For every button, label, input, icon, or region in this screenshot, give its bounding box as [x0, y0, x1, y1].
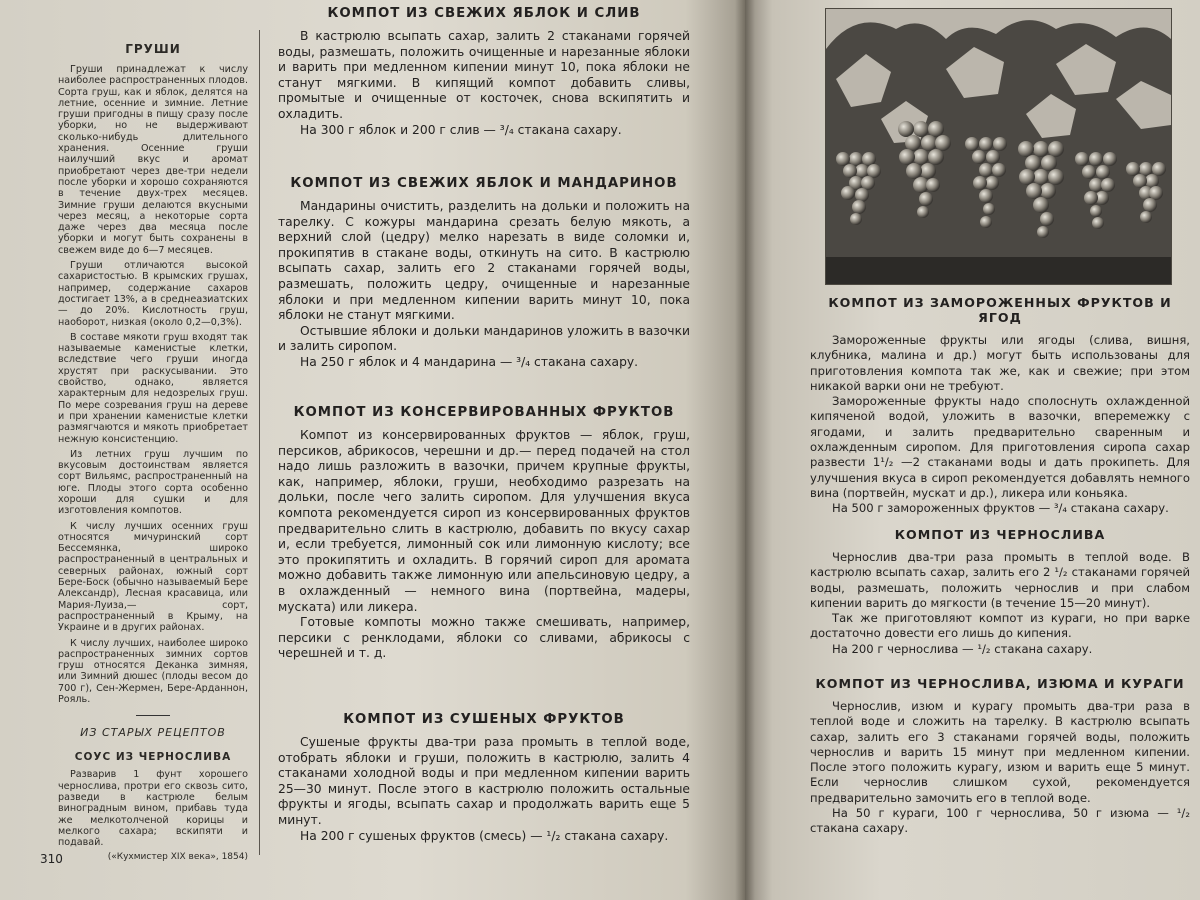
recipe-prunes-raisins-apricots	[810, 676, 1190, 837]
sidebar-paragraph: Из летних груш лучшим по вкусовым достоинствам является сорт Вильямс, распространенный на юге. Плоды этого сорта особенно хороши для сушки и для изготовления компотов.	[58, 448, 248, 517]
sidebar-paragraph: К числу лучших, наиболее широко распространенных зимних сортов груш относятся Деканка зимняя, или Зимний дюшес (плоды весом до 700 г), Сен-Жермен, Бере-Арданнон, Рояль.	[58, 637, 248, 706]
sidebar-paragraph: Груши отличаются высокой сахаристостью. В крымских грушах, например, содержание сахаров достигает 13%, а в среднеазиатских — до 20%. Кислотность груш, наоборот, низкая (около 0,2—0,3%).	[58, 260, 248, 328]
grapes-illustration	[826, 9, 1171, 284]
sidebar-pears	[58, 30, 248, 862]
recipe-proportion: На 500 г замороженных фруктов — ³/₄ стакана сахару.	[832, 501, 1169, 516]
recipe-apples-plums	[278, 6, 690, 138]
recipe-frozen-fruit	[810, 295, 1190, 517]
recipe-proportion: На 250 г яблок и 4 мандарина — ³/₄ стакана сахару.	[300, 354, 639, 369]
sauce-source: («Кухмистер XIX века», 1854)	[107, 852, 248, 863]
recipe-text: Чернослив два-три раза промыть в теплой воде. В кастрюлю всыпать сахар, залить его 2 ¹/₂ стаканами горячей воды, размешать, положить чернослив и при слабом кипении варить до мягкости (в течение 15—20 минут).	[810, 550, 1190, 610]
recipe-apples-mandarins	[278, 176, 690, 371]
recipe-title: КОМПОТ ИЗ СВЕЖИХ ЯБЛОК И СЛИВ	[327, 6, 641, 21]
photo-shadow	[826, 257, 1171, 284]
recipe-text: Сушеные фрукты два-три раза промыть в теплой воде, отобрать яблоки и груши, положить в кастрюлю, залить 4 стаканами холодной воды и при медленном кипении варить 25—30 минут. После этого в кастрюлю положить остальные фрукты и ягоды, всыпать сахар и продолжать варить еще 5 минут.	[278, 735, 690, 827]
recipe-text: Замороженные фрукты или ягоды (слива, вишня, клубника, малина и др.) могут быть использованы для приготовления компота так же, как и свежие; при этом никакой варки они не требуют.	[810, 333, 1190, 393]
recipe-title: КОМПОТ ИЗ ЧЕРНОСЛИВА	[894, 527, 1106, 542]
recipe-text: Готовые компоты можно также смешивать, например, персики с ренклодами, яблоки со сливами, абрикосы с черешней и т. д.	[278, 615, 690, 661]
recipe-text: Так же приготовляют компот из кураги, но при варке достаточно довести его лишь до кипения.	[810, 611, 1190, 641]
book-gutter	[735, 0, 755, 900]
recipe-title: КОМПОТ ИЗ ЗАМОРОЖЕННЫХ ФРУКТОВ И ЯГОД	[828, 295, 1172, 325]
grapes-photo	[825, 8, 1172, 285]
recipe-text: Компот из консервированных фруктов — яблок, груш, персиков, абрикосов, черешни и др.— перед подачей на стол надо лишь разложить в вазочки, причем крупные фрукты, как, например, яблоки, груши, необходимо разрезать на дольки, после чего залить сиропом. Для улучшения вкуса компота рекомендуется сироп из консервированных фруктов предварительно слить в кастрюлю, добавить по вкусу сахар и, если требуется, лимонный сок или лимонную кислоту; все это прокипятить и охладить. В горячий сироп для аромата можно добавить также лимонную или апельсиновую цедру, а в охлажденный — немного вина (портвейна, мадеры, муската) или ликера.	[278, 428, 690, 614]
recipe-text: Остывшие яблоки и дольки мандаринов уложить в вазочки и залить сиропом.	[278, 323, 690, 354]
sidebar-paragraph: В составе мякоти груш входят так называемые каменистые клетки, вследствие чего груши иногда хрустят при раскусывании. Это свойство, однако, является характерным для недозрелых груш. По мере созревания груш на дереве и при хранении каменистые клетки размягчаются и мякоть приобретает нежную консистенцию.	[58, 331, 248, 445]
sauce-title: СОУС ИЗ ЧЕРНОСЛИВА	[74, 751, 232, 764]
recipe-text: Мандарины очистить, разделить на дольки и положить на тарелку. С кожуры мандарина срезать белую мякоть, а верхний слой (цедру) мелко нарезать в виде соломки и, прокипятив в стакане воды, откинуть на сито. В кастрюлю всыпать сахар, залить его 2 стаканами горячей воды, размешать, положить цедру, очищенные и нарезанные яблоки и при медленном кипении варить минут 10, пока яблоки не станут мягкими.	[278, 199, 690, 323]
divider	[136, 715, 170, 716]
recipe-proportion: На 300 г яблок и 200 г слив — ³/₄ стакана сахару.	[300, 122, 622, 137]
recipe-title: КОМПОТ ИЗ КОНСЕРВИРОВАННЫХ ФРУКТОВ	[293, 405, 675, 420]
recipe-proportion: На 200 г сушеных фруктов (смесь) — ¹/₂ стакана сахару.	[300, 828, 669, 843]
recipe-text: Замороженные фрукты надо сполоснуть охлажденной кипяченой водой, уложить в вазочки, вперемежку с ягодами, и залить предварительно сваренным и охлажденным сиропом. Для приготовления сиропа сахар развести 1¹/₂ —2 стаканами воды и дать прокипеть. Для улучшения вкуса в сироп рекомендуется добавлять немного вина (портвейн, мускат и др.), ликера или коньяка.	[810, 394, 1190, 500]
sidebar-paragraph: Груши принадлежат к числу наиболее распространенных плодов. Сорта груш, как и яблок, делятся на летние, осенние и зимние. Летние груши пригодны в пищу сразу после уборки, но не выдерживают сколько-нибудь длительного хранения. Осенние груши наилучший вкус и аромат приобретают через две-три недели после уборки и хорошо сохраняются в течение двух-трех месяцев. Зимние груши делаются вкусными через месяц, а некоторые сорта даже через два месяца после уборки и могут быть сохранены в свежем виде до 6—7 месяцев.	[58, 64, 248, 256]
recipe-title: КОМПОТ ИЗ ЧЕРНОСЛИВА, ИЗЮМА И КУРАГИ	[815, 676, 1185, 691]
recipe-title: КОМПОТ ИЗ СУШЕНЫХ ФРУКТОВ	[343, 712, 625, 727]
recipe-text: В кастрюлю всыпать сахар, залить 2 стаканами горячей воды, размешать, положить очищенные и нарезанные яблоки и варить при медленном кипении минут 10, пока яблоки не станут мягкими. В кипящий компот добавить сливы, промытые и очищенные от косточек, снова вскипятить и охладить.	[278, 29, 690, 121]
column-rule	[259, 30, 260, 855]
recipe-dried-fruit	[278, 712, 690, 844]
recipe-text: Чернослив, изюм и курагу промыть два-три раза в теплой воде и сложить на тарелку. В кастрюлю всыпать сахар, залить его 3 стаканами горячей воды, положить чернослив и варить 15 минут при медленном кипении. После этого положить курагу, изюм и варить еще 5 минут. Если чернослив слишком сухой, рекомендуется предварительно замочить его в теплой воде.	[810, 699, 1190, 805]
sidebar-title: ГРУШИ	[125, 42, 181, 56]
recipe-prunes	[810, 527, 1190, 657]
recipe-canned-fruit	[278, 405, 690, 662]
recipe-proportion: На 200 г чернослива — ¹/₂ стакана сахару.	[832, 641, 1093, 656]
old-recipes-heading: ИЗ СТАРЫХ РЕЦЕПТОВ	[80, 726, 226, 740]
recipe-title: КОМПОТ ИЗ СВЕЖИХ ЯБЛОК И МАНДАРИНОВ	[290, 176, 678, 191]
sauce-text: Разварив 1 фунт хорошего чернослива, протри его сквозь сито, разведи в кастрюле белым виноградным вином, прибавь туда же мелкотолченой корицы и мелкого сахара; вскипяти и подавай.	[58, 769, 248, 849]
page-number: 310	[40, 852, 63, 866]
sidebar-paragraph: К числу лучших осенних груш относятся мичуринский сорт Бессемянка, широко распространенный в центральных и северных районах, южный сорт Бере-Боск (обычно называемый Бере Александр), Лесная красавица, или Мария-Луиза,— сорт, распространенный в Крыму, на Украине и в других районах.	[58, 520, 248, 634]
recipe-proportion: На 50 г кураги, 100 г чернослива, 50 г изюма — ¹/₂ стакана сахару.	[810, 806, 1190, 836]
